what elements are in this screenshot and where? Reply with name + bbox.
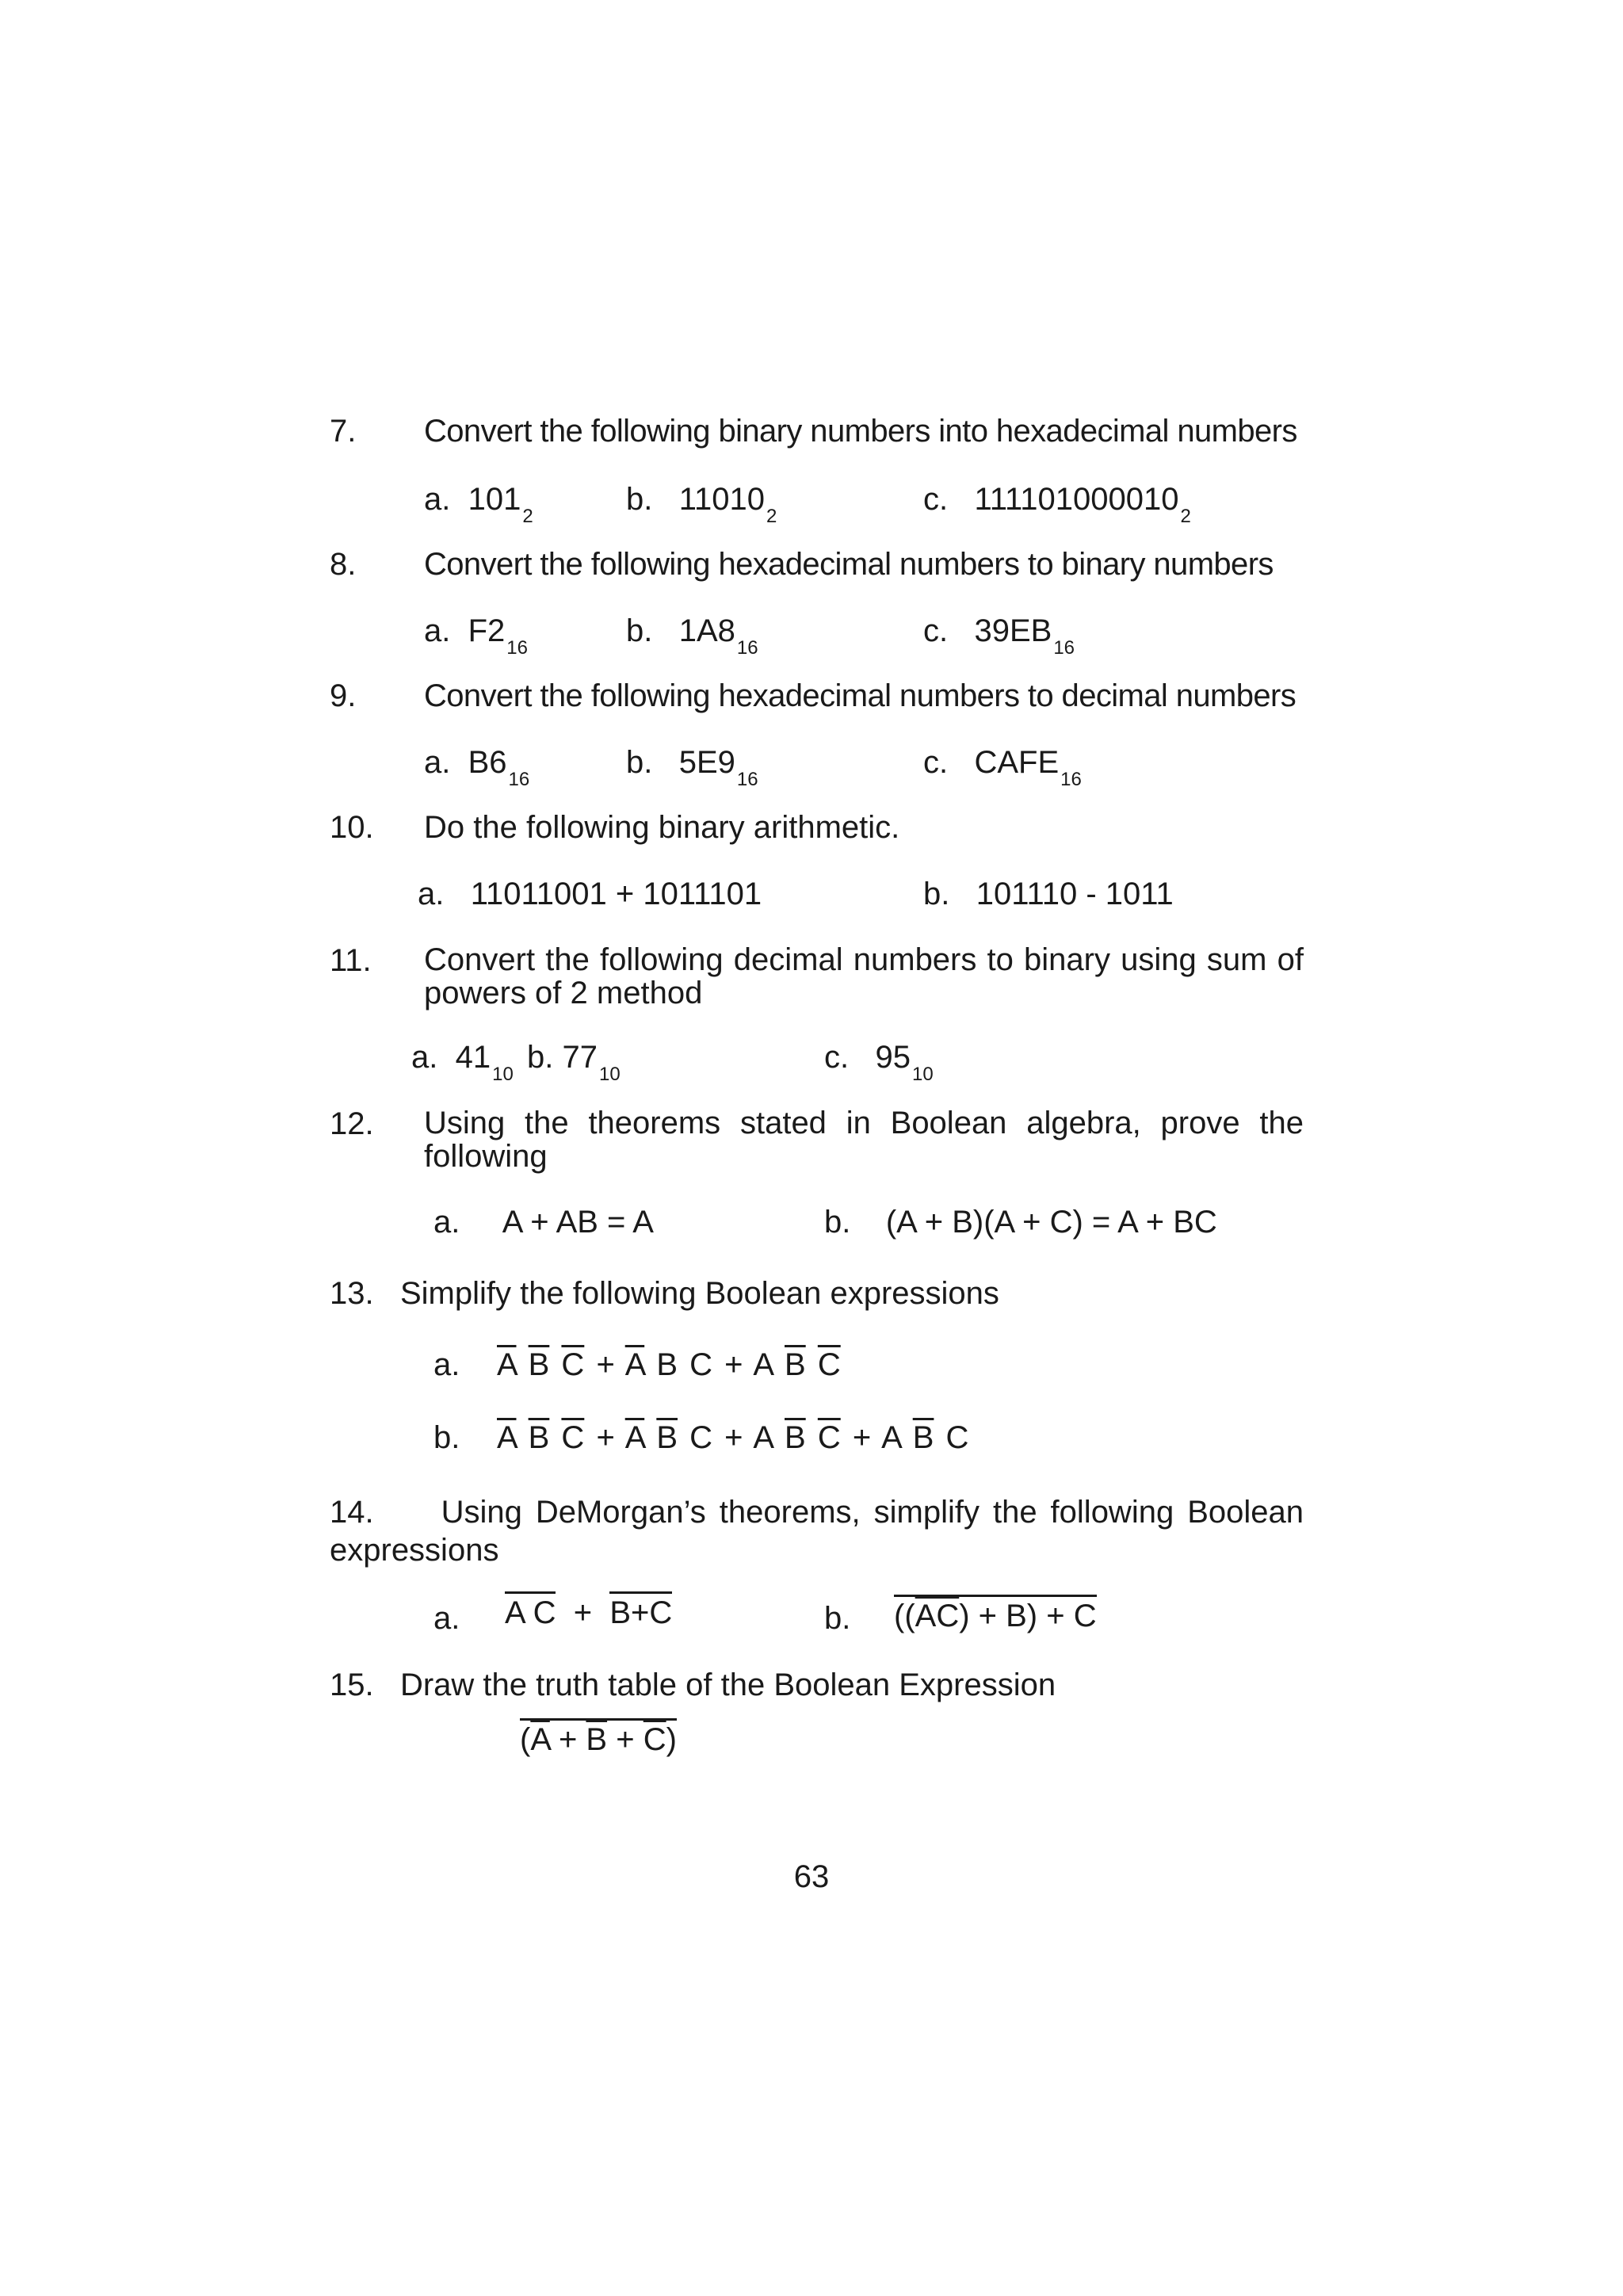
q13b-t1-a: $\overline{A}$ bbox=[497, 1420, 517, 1455]
q8-c-base: 16 bbox=[1053, 637, 1075, 659]
q13a-t2-a: $\overline{A}$ bbox=[624, 1347, 645, 1382]
q8-c-label: c. bbox=[923, 613, 949, 648]
q13b-t2-b: $\overline{B}$ bbox=[656, 1420, 678, 1455]
q7-c-label: c. bbox=[923, 482, 949, 517]
q14-option-b bbox=[824, 1601, 850, 1636]
q13b-t1-b: $\overline{B}$ bbox=[528, 1420, 550, 1455]
q9-number: 9. bbox=[330, 678, 357, 713]
q7-option-c bbox=[923, 482, 1191, 527]
q13-text: Simplify the following Boolean expressions bbox=[399, 1276, 999, 1311]
q13a-t1-c: $\overline{C}$ bbox=[561, 1347, 585, 1382]
q13-option-a bbox=[433, 1347, 460, 1382]
q9-a-value: B6 bbox=[468, 745, 507, 780]
q13b-t4-c: C bbox=[945, 1420, 969, 1455]
q13b-plus1: + bbox=[596, 1420, 615, 1455]
q9-c-label: c. bbox=[923, 745, 949, 780]
q9-b-value: 5E9 bbox=[678, 745, 735, 780]
q9-c-base: 16 bbox=[1060, 769, 1082, 790]
q14-a-expression bbox=[505, 1591, 672, 1630]
q11-c-label: c. bbox=[824, 1040, 850, 1075]
q7-c-base: 2 bbox=[1180, 506, 1191, 527]
q15-plus1: + bbox=[558, 1722, 578, 1757]
q8-b-base: 16 bbox=[736, 637, 758, 659]
q14a-term1: A C bbox=[505, 1591, 556, 1629]
q15-heading bbox=[330, 1668, 1056, 1702]
q14b-expr-inner bbox=[894, 1591, 1097, 1632]
q12-option-a bbox=[433, 1205, 654, 1240]
q10-option-a bbox=[418, 877, 762, 911]
q12-number: 12. bbox=[330, 1106, 374, 1141]
q7-option-a bbox=[424, 482, 533, 527]
q11-c-base: 10 bbox=[911, 1064, 934, 1085]
q7-number: 7. bbox=[330, 414, 357, 449]
q8-text: Convert the following hexadecimal numbers to binary numbers bbox=[424, 547, 1274, 582]
q13a-t1-b: $\overline{B}$ bbox=[528, 1347, 550, 1382]
q9-a-label: a. bbox=[424, 745, 451, 780]
q13a-t1-a: $\overline{A}$ bbox=[497, 1347, 517, 1382]
q14-paragraph bbox=[330, 1493, 1304, 1569]
q13-a-label: a. bbox=[433, 1347, 460, 1382]
q10-option-b bbox=[923, 877, 1174, 911]
q11-b-base: 10 bbox=[598, 1064, 621, 1085]
q14-text: Using DeMorgan’s theorems, simplify the following Boolean expressions bbox=[330, 1495, 1304, 1568]
q12-a-label: a. bbox=[433, 1205, 460, 1240]
q9-c-value: CAFE bbox=[974, 745, 1060, 780]
q7-option-b bbox=[626, 482, 777, 527]
q8-number: 8. bbox=[330, 547, 357, 582]
q14-b-expression bbox=[894, 1591, 1097, 1633]
q15-open: ( bbox=[520, 1722, 531, 1757]
q13-option-b bbox=[433, 1420, 460, 1455]
q9-option-c bbox=[923, 745, 1082, 790]
q15-expression bbox=[520, 1718, 677, 1757]
q8-option-a bbox=[424, 613, 528, 659]
q8-a-value: F2 bbox=[468, 613, 506, 648]
q9-a-base: 16 bbox=[508, 769, 530, 790]
q11-b-label: b. bbox=[527, 1040, 554, 1075]
q11-number: 11. bbox=[330, 943, 372, 978]
q11-c-value: 95 bbox=[875, 1040, 911, 1075]
q10-a-label: a. bbox=[418, 877, 445, 911]
q12-option-b bbox=[824, 1205, 1217, 1240]
q14-b-label: b. bbox=[824, 1601, 851, 1636]
q13a-plus2: + bbox=[724, 1347, 743, 1382]
q11-a-value: 41 bbox=[455, 1040, 491, 1075]
q8-c-value: 39EB bbox=[974, 613, 1052, 648]
q7-a-value: 101 bbox=[468, 482, 521, 517]
q7-b-base: 2 bbox=[766, 506, 777, 527]
q14b-mid: ) + B) + C bbox=[959, 1599, 1097, 1633]
q13b-t1-c: $\overline{C}$ bbox=[561, 1420, 585, 1455]
q14-number: 14. bbox=[330, 1495, 374, 1530]
q11-option-c bbox=[824, 1040, 934, 1085]
q9-text: Convert the following hexadecimal numbers to decimal numbers bbox=[424, 678, 1296, 713]
q12-b-label: b. bbox=[824, 1205, 851, 1240]
q9-option-a bbox=[424, 745, 530, 790]
q15-outer-bar bbox=[520, 1718, 677, 1755]
q13b-t2-c: C bbox=[689, 1420, 713, 1455]
q14a-plus: + bbox=[573, 1595, 593, 1630]
q11-b-value: 77 bbox=[562, 1040, 598, 1075]
q13b-t3-b: $\overline{B}$ bbox=[785, 1420, 806, 1455]
q8-a-label: a. bbox=[424, 613, 451, 648]
q13a-t2-b: B bbox=[656, 1347, 678, 1382]
q15-c: $\overline{C}$ bbox=[643, 1722, 666, 1757]
q8-b-value: 1A8 bbox=[678, 613, 735, 648]
q7-b-value: 11010 bbox=[678, 482, 765, 517]
page-number: 63 bbox=[793, 1859, 830, 1894]
q13-number: 13. bbox=[330, 1276, 374, 1311]
q12-b-value: (A + B)(A + C) = A + BC bbox=[885, 1205, 1217, 1240]
q8-option-c bbox=[923, 613, 1075, 659]
q7-text: Convert the following binary numbers into hexadecimal numbers bbox=[424, 414, 1297, 449]
q11-a-base: 10 bbox=[492, 1064, 514, 1085]
q14-option-a bbox=[433, 1601, 460, 1636]
q13b-t3-c: $\overline{C}$ bbox=[817, 1420, 841, 1455]
q11-text: Convert the following decimal numbers to binary using sum of powers of 2 method bbox=[424, 942, 1304, 1010]
q15-text: Draw the truth table of the Boolean Expression bbox=[399, 1668, 1056, 1702]
q8-b-label: b. bbox=[626, 613, 653, 648]
q13-a-expression bbox=[497, 1347, 841, 1382]
q8-a-base: 16 bbox=[506, 637, 528, 659]
q13-b-expression bbox=[497, 1420, 968, 1455]
q15-number: 15. bbox=[330, 1668, 374, 1702]
q13-heading bbox=[330, 1276, 999, 1311]
q13a-t2-c: C bbox=[689, 1347, 713, 1382]
q14b-outer-bar bbox=[894, 1595, 1097, 1632]
q14a-term2: B+C bbox=[609, 1591, 672, 1629]
q8-option-b bbox=[626, 613, 758, 659]
q13b-t3-a: A bbox=[753, 1420, 773, 1455]
q15-close: ) bbox=[666, 1722, 677, 1757]
q11-option-a bbox=[411, 1040, 514, 1085]
q15-a: $\overline{A}$ bbox=[530, 1722, 550, 1757]
q14b-open: (( bbox=[894, 1599, 915, 1633]
q9-b-label: b. bbox=[626, 745, 653, 780]
q10-b-label: b. bbox=[923, 877, 950, 911]
q9-b-base: 16 bbox=[736, 769, 758, 790]
q10-text: Do the following binary arithmetic. bbox=[424, 810, 900, 845]
q13b-t4-a: A bbox=[881, 1420, 901, 1455]
q12-text: Using the theorems stated in Boolean algebra, prove the following bbox=[424, 1106, 1304, 1174]
q7-a-label: a. bbox=[424, 482, 451, 517]
q13a-t3-b: $\overline{B}$ bbox=[785, 1347, 806, 1382]
q10-number: 10. bbox=[330, 810, 374, 845]
q13a-t3-a: A bbox=[753, 1347, 773, 1382]
q7-b-label: b. bbox=[626, 482, 653, 517]
q10-b-value: 101110 - 1011 bbox=[976, 877, 1174, 911]
q10-a-value: 11011001 + 1011101 bbox=[470, 877, 762, 911]
q9-option-b bbox=[626, 745, 758, 790]
q11-a-label: a. bbox=[411, 1040, 438, 1075]
q14b-ac: $\overline{AC}$ bbox=[915, 1599, 960, 1633]
q12-a-value: A + AB = A bbox=[502, 1205, 654, 1240]
q11-option-b bbox=[527, 1040, 621, 1085]
q13a-plus1: + bbox=[596, 1347, 615, 1382]
q14-a-label: a. bbox=[433, 1601, 460, 1636]
q13b-plus3: + bbox=[852, 1420, 872, 1455]
q13b-t2-a: $\overline{A}$ bbox=[624, 1420, 645, 1455]
q13b-t4-b: $\overline{B}$ bbox=[912, 1420, 934, 1455]
q15-plus2: + bbox=[616, 1722, 635, 1757]
q13a-t3-c: $\overline{C}$ bbox=[817, 1347, 841, 1382]
q7-a-base: 2 bbox=[522, 506, 533, 527]
q13b-plus2: + bbox=[724, 1420, 743, 1455]
q7-c-value: 111101000010 bbox=[974, 482, 1179, 517]
q15-b: $\overline{B}$ bbox=[586, 1722, 608, 1757]
q13-b-label: b. bbox=[433, 1420, 460, 1455]
